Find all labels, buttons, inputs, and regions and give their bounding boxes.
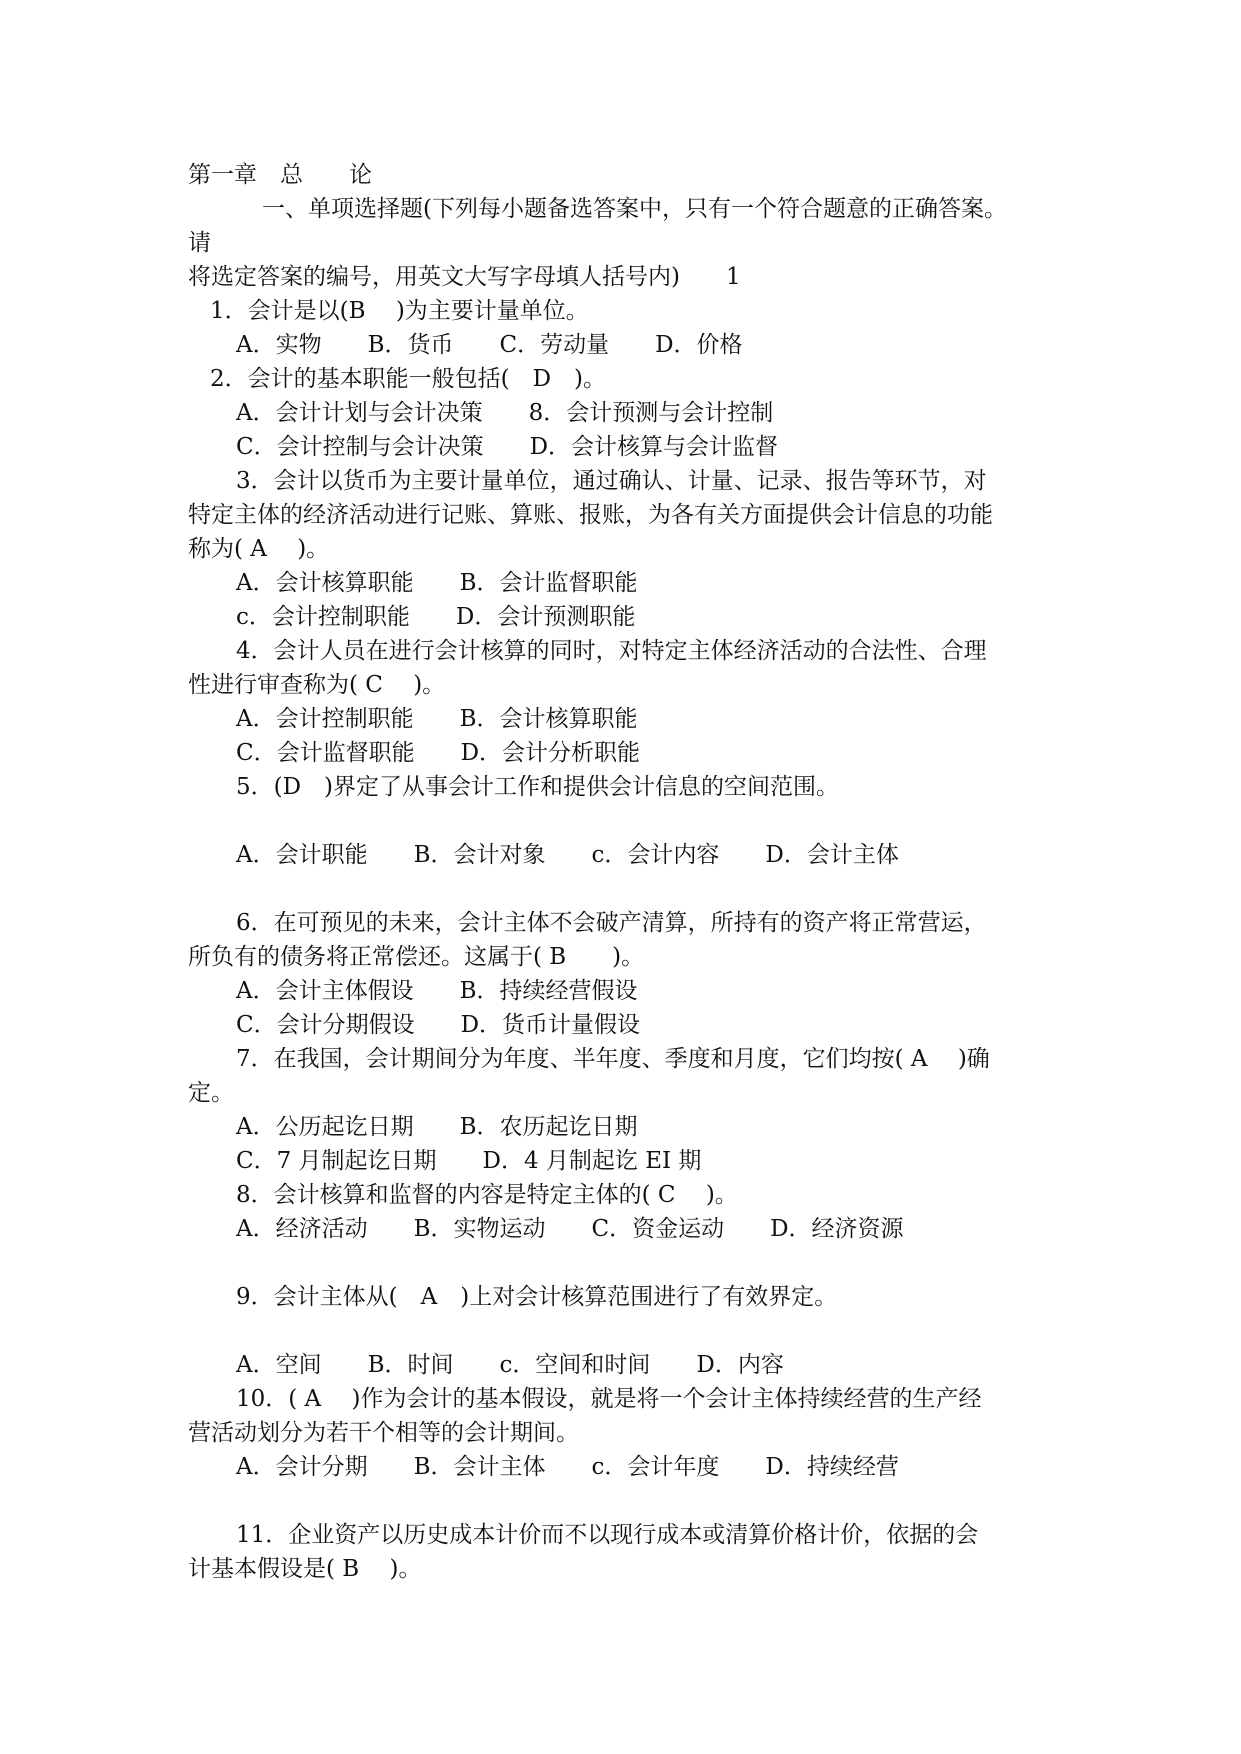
text-line: 营活动划分为若干个相等的会计期间。 xyxy=(188,1420,579,1446)
options-1: A．实物 B．货币 C．劳动量 D．价格 xyxy=(236,332,743,358)
options-3b: c．会计控制职能 D．会计预测职能 xyxy=(236,604,636,630)
question-2: 2．会计的基本职能一般包括( D )。 xyxy=(210,366,607,392)
text-line: 定。 xyxy=(188,1080,234,1106)
options-7b: C．7 月制起讫日期 D．4 月制起讫 EI 期 xyxy=(236,1148,702,1174)
chapter-title: 第一章 总 论 xyxy=(188,162,372,188)
options-5: A．会计职能 B．会计对象 c．会计内容 D．会计主体 xyxy=(236,842,899,868)
question-5: 5．(D )界定了从事会计工作和提供会计信息的空间范围。 xyxy=(236,774,840,800)
text-line: 将选定答案的编号，用英文大写字母填人括号内) 1 xyxy=(188,264,741,290)
text-line: 性进行审查称为( C )。 xyxy=(188,672,446,698)
options-6b: C．会计分期假设 D．货币计量假设 xyxy=(236,1012,641,1038)
options-7a: A．公历起讫日期 B．农历起讫日期 xyxy=(236,1114,638,1140)
options-10: A．会计分期 B．会计主体 c．会计年度 D．持续经营 xyxy=(236,1454,899,1480)
options-8: A．经济活动 B．实物运动 C．资金运动 D．经济资源 xyxy=(236,1216,904,1242)
text-line: 特定主体的经济活动进行记账、算账、报账，为各有关方面提供会计信息的功能 xyxy=(188,502,993,528)
text-line: 计基本假设是( B )。 xyxy=(188,1556,422,1582)
options-6a: A．会计主体假设 B．持续经营假设 xyxy=(236,978,638,1004)
question-6: 6．在可预见的未来，会计主体不会破产清算，所持有的资产将正常营运， xyxy=(236,910,987,936)
question-3: 3．会计以货币为主要计量单位，通过确认、计量、记录、报告等环节，对 xyxy=(236,468,987,494)
options-4a: A．会计控制职能 B．会计核算职能 xyxy=(236,706,638,732)
text-line: 请 xyxy=(188,230,211,256)
question-8: 8．会计核算和监督的内容是特定主体的( C )。 xyxy=(236,1182,738,1208)
question-4: 4．会计人员在进行会计核算的同时，对特定主体经济活动的合法性、合理 xyxy=(236,638,987,664)
question-10: 10．( A )作为会计的基本假设，就是将一个会计主体持续经营的生产经 xyxy=(236,1386,982,1412)
text-line: 称为( A )。 xyxy=(188,536,330,562)
section-heading: 一、单项选择题(下列每小题备选答案中，只有一个符合题意的正确答案。 xyxy=(262,196,1007,222)
options-4b: C．会计监督职能 D．会计分析职能 xyxy=(236,740,641,766)
options-3a: A．会计核算职能 B．会计监督职能 xyxy=(236,570,638,596)
options-2a: A．会计计划与会计决策 8．会计预测与会计控制 xyxy=(236,400,774,426)
question-9: 9．会计主体从( A )上对会计核算范围进行了有效界定。 xyxy=(236,1284,838,1310)
question-1: 1．会计是以(B )为主要计量单位。 xyxy=(210,298,589,324)
options-2b: C．会计控制与会计决策 D．会计核算与会计监督 xyxy=(236,434,779,460)
text-line: 所负有的债务将正常偿还。这属于( B )。 xyxy=(188,944,645,970)
question-7: 7．在我国，会计期间分为年度、半年度、季度和月度，它们均按( A )确 xyxy=(236,1046,990,1072)
options-9: A．空间 B．时间 c．空间和时间 D．内容 xyxy=(236,1352,784,1378)
question-11: 11．企业资产以历史成本计价而不以现行成本或清算价格计价，依据的会 xyxy=(236,1522,979,1548)
